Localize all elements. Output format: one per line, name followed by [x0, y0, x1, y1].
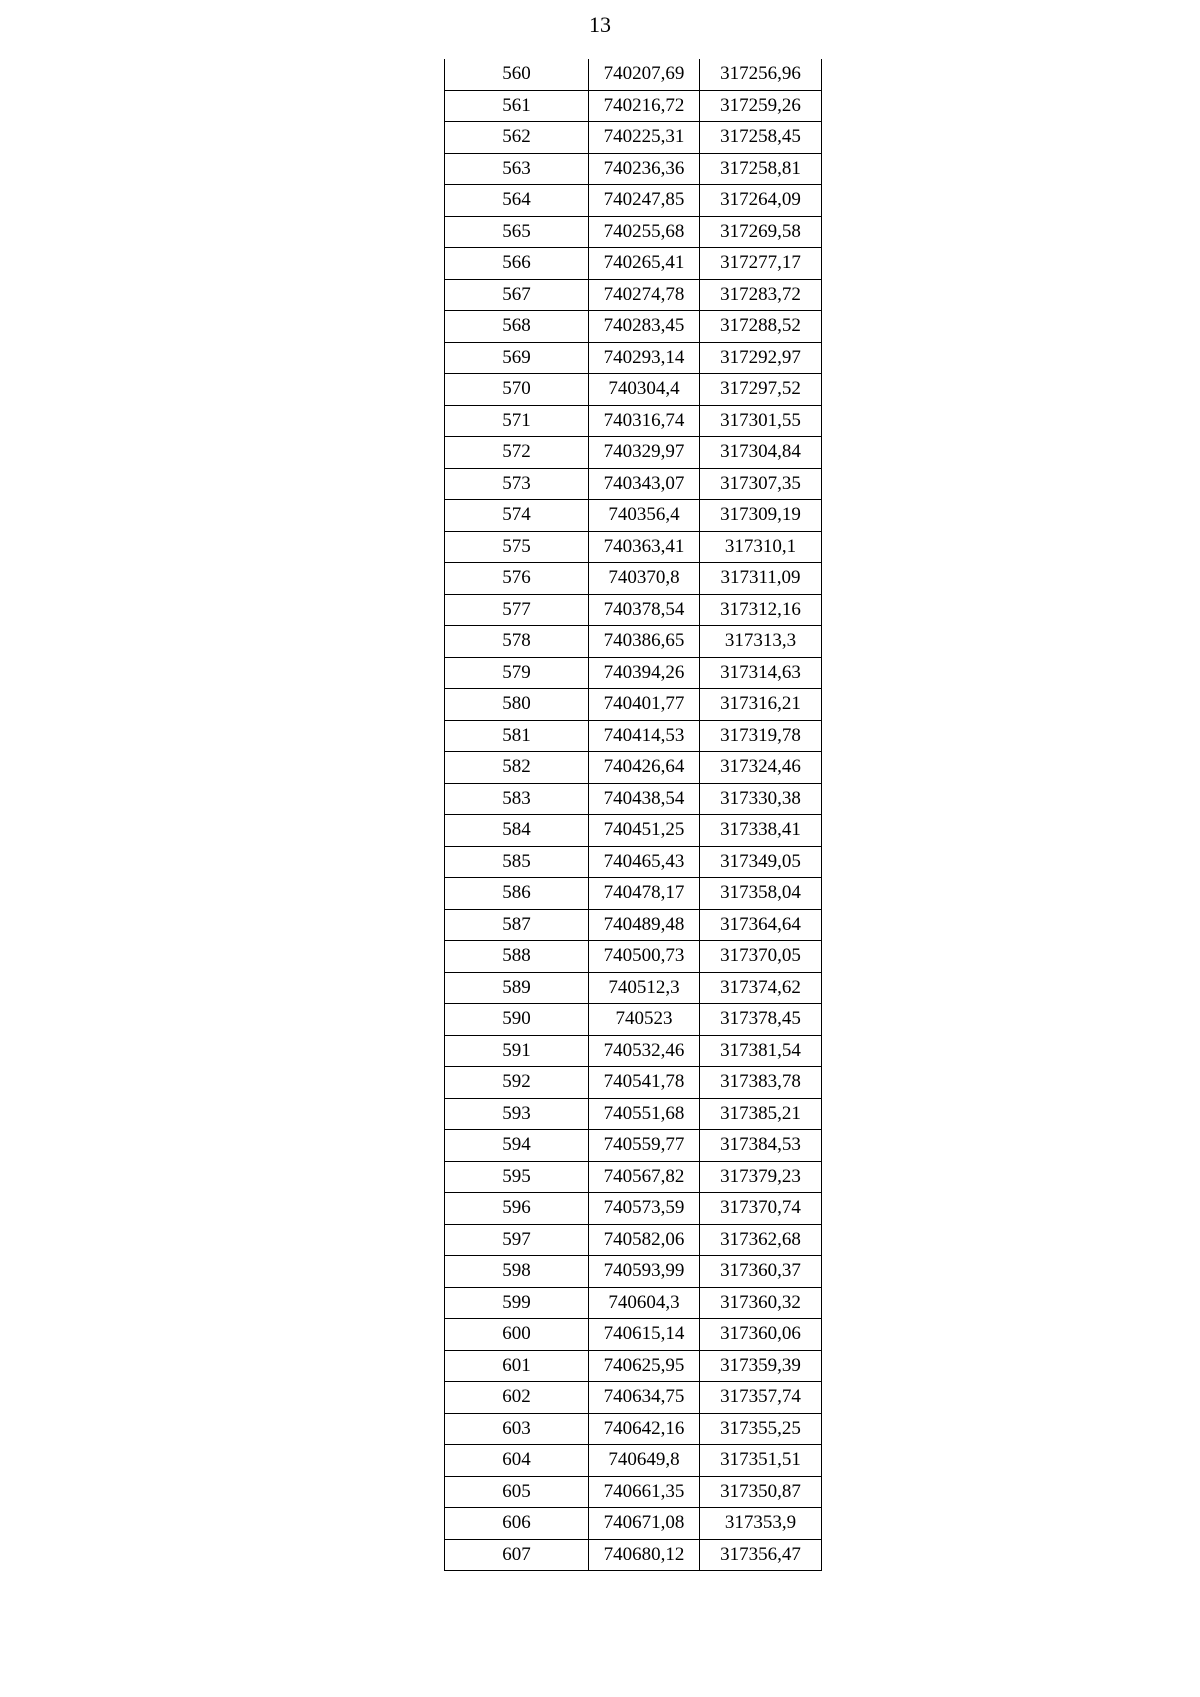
- point-number-cell: 596: [445, 1193, 589, 1225]
- table-row: [445, 1508, 822, 1540]
- x-coordinate-cell: 740363,41: [589, 531, 700, 563]
- x-coordinate-cell: 740642,16: [589, 1413, 700, 1445]
- x-coordinate-cell: 740478,17: [589, 878, 700, 910]
- point-number-cell: 591: [445, 1035, 589, 1067]
- y-coordinate-cell: 317353,9: [700, 1508, 822, 1540]
- table-row: [445, 531, 822, 563]
- table-row: [445, 279, 822, 311]
- table-row: [445, 720, 822, 752]
- point-number-cell: 593: [445, 1098, 589, 1130]
- x-coordinate-cell: 740343,07: [589, 468, 700, 500]
- point-number-cell: 566: [445, 248, 589, 280]
- x-coordinate-cell: 740394,26: [589, 657, 700, 689]
- point-number-cell: 585: [445, 846, 589, 878]
- point-number-cell: 605: [445, 1476, 589, 1508]
- table-row: [445, 342, 822, 374]
- x-coordinate-cell: 740265,41: [589, 248, 700, 280]
- table-row: [445, 752, 822, 784]
- x-coordinate-cell: 740225,31: [589, 122, 700, 154]
- x-coordinate-cell: 740329,97: [589, 437, 700, 469]
- y-coordinate-cell: 317357,74: [700, 1382, 822, 1414]
- y-coordinate-cell: 317349,05: [700, 846, 822, 878]
- point-number-cell: 587: [445, 909, 589, 941]
- point-number-cell: 594: [445, 1130, 589, 1162]
- point-number-cell: 607: [445, 1539, 589, 1571]
- y-coordinate-cell: 317350,87: [700, 1476, 822, 1508]
- point-number-cell: 595: [445, 1161, 589, 1193]
- table-row: [445, 1476, 822, 1508]
- y-coordinate-cell: 317338,41: [700, 815, 822, 847]
- y-coordinate-cell: 317313,3: [700, 626, 822, 658]
- y-coordinate-cell: 317381,54: [700, 1035, 822, 1067]
- x-coordinate-cell: 740465,43: [589, 846, 700, 878]
- y-coordinate-cell: 317259,26: [700, 90, 822, 122]
- y-coordinate-cell: 317384,53: [700, 1130, 822, 1162]
- y-coordinate-cell: 317297,52: [700, 374, 822, 406]
- point-number-cell: 571: [445, 405, 589, 437]
- x-coordinate-cell: 740500,73: [589, 941, 700, 973]
- table-row: [445, 1035, 822, 1067]
- point-number-cell: 598: [445, 1256, 589, 1288]
- point-number-cell: 572: [445, 437, 589, 469]
- point-number-cell: 606: [445, 1508, 589, 1540]
- x-coordinate-cell: 740523: [589, 1004, 700, 1036]
- y-coordinate-cell: 317283,72: [700, 279, 822, 311]
- x-coordinate-cell: 740625,95: [589, 1350, 700, 1382]
- table-row: [445, 563, 822, 595]
- table-row: [445, 1193, 822, 1225]
- point-number-cell: 570: [445, 374, 589, 406]
- x-coordinate-cell: 740236,36: [589, 153, 700, 185]
- y-coordinate-cell: 317370,05: [700, 941, 822, 973]
- table-row: [445, 846, 822, 878]
- table-row: [445, 437, 822, 469]
- x-coordinate-cell: 740401,77: [589, 689, 700, 721]
- table-row: [445, 689, 822, 721]
- y-coordinate-cell: 317301,55: [700, 405, 822, 437]
- table-row: [445, 311, 822, 343]
- table-row: [445, 878, 822, 910]
- point-number-cell: 601: [445, 1350, 589, 1382]
- point-number-cell: 604: [445, 1445, 589, 1477]
- x-coordinate-cell: 740386,65: [589, 626, 700, 658]
- x-coordinate-cell: 740567,82: [589, 1161, 700, 1193]
- x-coordinate-cell: 740255,68: [589, 216, 700, 248]
- point-number-cell: 578: [445, 626, 589, 658]
- table-row: [445, 1004, 822, 1036]
- y-coordinate-cell: 317256,96: [700, 59, 822, 90]
- table-row: [445, 1382, 822, 1414]
- y-coordinate-cell: 317355,25: [700, 1413, 822, 1445]
- point-number-cell: 567: [445, 279, 589, 311]
- point-number-cell: 576: [445, 563, 589, 595]
- table-row: [445, 59, 822, 90]
- y-coordinate-cell: 317311,09: [700, 563, 822, 595]
- x-coordinate-cell: 740573,59: [589, 1193, 700, 1225]
- x-coordinate-cell: 740274,78: [589, 279, 700, 311]
- y-coordinate-cell: 317356,47: [700, 1539, 822, 1571]
- y-coordinate-cell: 317360,32: [700, 1287, 822, 1319]
- table-row: [445, 1256, 822, 1288]
- x-coordinate-cell: 740438,54: [589, 783, 700, 815]
- x-coordinate-cell: 740582,06: [589, 1224, 700, 1256]
- point-number-cell: 588: [445, 941, 589, 973]
- table-row: [445, 216, 822, 248]
- y-coordinate-cell: 317383,78: [700, 1067, 822, 1099]
- point-number-cell: 602: [445, 1382, 589, 1414]
- table-row: [445, 1319, 822, 1351]
- x-coordinate-cell: 740370,8: [589, 563, 700, 595]
- x-coordinate-cell: 740304,4: [589, 374, 700, 406]
- y-coordinate-cell: 317324,46: [700, 752, 822, 784]
- table-row: [445, 941, 822, 973]
- point-number-cell: 583: [445, 783, 589, 815]
- x-coordinate-cell: 740316,74: [589, 405, 700, 437]
- x-coordinate-cell: 740671,08: [589, 1508, 700, 1540]
- y-coordinate-cell: 317310,1: [700, 531, 822, 563]
- table-row: [445, 1161, 822, 1193]
- x-coordinate-cell: 740649,8: [589, 1445, 700, 1477]
- y-coordinate-cell: 317364,64: [700, 909, 822, 941]
- point-number-cell: 603: [445, 1413, 589, 1445]
- point-number-cell: 581: [445, 720, 589, 752]
- y-coordinate-cell: 317362,68: [700, 1224, 822, 1256]
- y-coordinate-cell: 317319,78: [700, 720, 822, 752]
- x-coordinate-cell: 740293,14: [589, 342, 700, 374]
- point-number-cell: 561: [445, 90, 589, 122]
- table-row: [445, 1224, 822, 1256]
- table-row: [445, 90, 822, 122]
- table-row: [445, 783, 822, 815]
- x-coordinate-cell: 740541,78: [589, 1067, 700, 1099]
- point-number-cell: 599: [445, 1287, 589, 1319]
- table-row: [445, 815, 822, 847]
- y-coordinate-cell: 317385,21: [700, 1098, 822, 1130]
- table-row: [445, 185, 822, 217]
- point-number-cell: 563: [445, 153, 589, 185]
- x-coordinate-cell: 740604,3: [589, 1287, 700, 1319]
- y-coordinate-cell: 317370,74: [700, 1193, 822, 1225]
- x-coordinate-cell: 740634,75: [589, 1382, 700, 1414]
- x-coordinate-cell: 740207,69: [589, 59, 700, 90]
- x-coordinate-cell: 740551,68: [589, 1098, 700, 1130]
- y-coordinate-cell: 317360,06: [700, 1319, 822, 1351]
- table-row: [445, 657, 822, 689]
- x-coordinate-cell: 740426,64: [589, 752, 700, 784]
- x-coordinate-cell: 740489,48: [589, 909, 700, 941]
- point-number-cell: 568: [445, 311, 589, 343]
- table-row: [445, 122, 822, 154]
- y-coordinate-cell: 317316,21: [700, 689, 822, 721]
- point-number-cell: 586: [445, 878, 589, 910]
- y-coordinate-cell: 317277,17: [700, 248, 822, 280]
- x-coordinate-cell: 740247,85: [589, 185, 700, 217]
- x-coordinate-cell: 740216,72: [589, 90, 700, 122]
- point-number-cell: 573: [445, 468, 589, 500]
- point-number-cell: 579: [445, 657, 589, 689]
- x-coordinate-cell: 740559,77: [589, 1130, 700, 1162]
- table-row: [445, 1130, 822, 1162]
- y-coordinate-cell: 317309,19: [700, 500, 822, 532]
- table-row: [445, 909, 822, 941]
- x-coordinate-cell: 740532,46: [589, 1035, 700, 1067]
- x-coordinate-cell: 740414,53: [589, 720, 700, 752]
- x-coordinate-cell: 740680,12: [589, 1539, 700, 1571]
- table-row: [445, 1350, 822, 1382]
- y-coordinate-cell: 317360,37: [700, 1256, 822, 1288]
- table-row: [445, 374, 822, 406]
- coordinates-table-body: [445, 59, 822, 1571]
- y-coordinate-cell: 317314,63: [700, 657, 822, 689]
- point-number-cell: 560: [445, 59, 589, 90]
- table-row: [445, 405, 822, 437]
- x-coordinate-cell: 740283,45: [589, 311, 700, 343]
- y-coordinate-cell: 317351,51: [700, 1445, 822, 1477]
- point-number-cell: 565: [445, 216, 589, 248]
- page-number: 13: [589, 12, 611, 37]
- table-row: [445, 594, 822, 626]
- y-coordinate-cell: 317379,23: [700, 1161, 822, 1193]
- table-row: [445, 1067, 822, 1099]
- y-coordinate-cell: 317312,16: [700, 594, 822, 626]
- table-row: [445, 468, 822, 500]
- y-coordinate-cell: 317359,39: [700, 1350, 822, 1382]
- y-coordinate-cell: 317307,35: [700, 468, 822, 500]
- x-coordinate-cell: 740593,99: [589, 1256, 700, 1288]
- table-row: [445, 972, 822, 1004]
- point-number-cell: 577: [445, 594, 589, 626]
- table-row: [445, 626, 822, 658]
- table-row: [445, 248, 822, 280]
- point-number-cell: 574: [445, 500, 589, 532]
- point-number-cell: 590: [445, 1004, 589, 1036]
- y-coordinate-cell: 317288,52: [700, 311, 822, 343]
- table-row: [445, 1413, 822, 1445]
- point-number-cell: 562: [445, 122, 589, 154]
- y-coordinate-cell: 317374,62: [700, 972, 822, 1004]
- coordinates-table: [444, 59, 822, 1571]
- point-number-cell: 569: [445, 342, 589, 374]
- y-coordinate-cell: 317258,81: [700, 153, 822, 185]
- y-coordinate-cell: 317292,97: [700, 342, 822, 374]
- y-coordinate-cell: 317378,45: [700, 1004, 822, 1036]
- table-row: [445, 1445, 822, 1477]
- point-number-cell: 592: [445, 1067, 589, 1099]
- point-number-cell: 582: [445, 752, 589, 784]
- y-coordinate-cell: 317258,45: [700, 122, 822, 154]
- x-coordinate-cell: 740512,3: [589, 972, 700, 1004]
- point-number-cell: 580: [445, 689, 589, 721]
- x-coordinate-cell: 740615,14: [589, 1319, 700, 1351]
- point-number-cell: 564: [445, 185, 589, 217]
- x-coordinate-cell: 740356,4: [589, 500, 700, 532]
- x-coordinate-cell: 740378,54: [589, 594, 700, 626]
- y-coordinate-cell: 317269,58: [700, 216, 822, 248]
- point-number-cell: 600: [445, 1319, 589, 1351]
- table-row: [445, 153, 822, 185]
- table-row: [445, 1098, 822, 1130]
- x-coordinate-cell: 740661,35: [589, 1476, 700, 1508]
- y-coordinate-cell: 317264,09: [700, 185, 822, 217]
- y-coordinate-cell: 317358,04: [700, 878, 822, 910]
- y-coordinate-cell: 317304,84: [700, 437, 822, 469]
- point-number-cell: 597: [445, 1224, 589, 1256]
- point-number-cell: 584: [445, 815, 589, 847]
- point-number-cell: 589: [445, 972, 589, 1004]
- x-coordinate-cell: 740451,25: [589, 815, 700, 847]
- table-row: [445, 500, 822, 532]
- table-row: [445, 1287, 822, 1319]
- table-row: [445, 1539, 822, 1571]
- point-number-cell: 575: [445, 531, 589, 563]
- y-coordinate-cell: 317330,38: [700, 783, 822, 815]
